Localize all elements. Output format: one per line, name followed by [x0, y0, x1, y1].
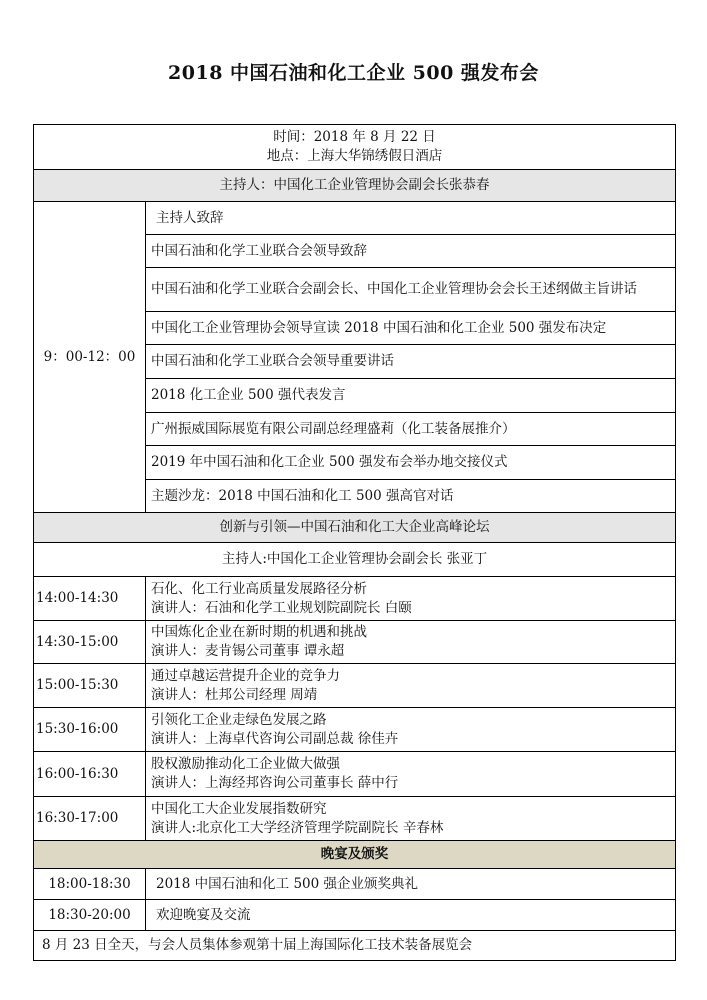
info-row — [34, 125, 676, 170]
forum-talk-row — [34, 797, 676, 841]
forum-host-row — [34, 543, 676, 577]
evening-item: 欢迎晚宴及交流 — [146, 900, 676, 931]
forum-talk-row — [34, 621, 676, 664]
evening-title: 晚宴及颁奖 — [34, 841, 676, 869]
morning-host-row — [34, 170, 676, 202]
talk-topic: 中国化工大企业发展指数研究 — [151, 800, 327, 817]
forum-title: 创新与引领—中国石油和化工大企业高峰论坛 — [34, 513, 676, 543]
forum-talk-row — [34, 752, 676, 797]
talk-time: 16:00-16:30 — [34, 752, 146, 797]
footer-row — [34, 931, 676, 961]
morning-item: 中国石油和化学工业联合会领导致辞 — [146, 235, 676, 268]
evening-item: 2018 中国石油和化工 500 强企业颁奖典礼 — [146, 869, 676, 900]
talk-speaker: 演讲人：麦肯锡公司董事 谭永超 — [151, 643, 345, 659]
forum-title-row — [34, 513, 676, 543]
morning-item: 中国石油和化学工业联合会副会长、中国化工企业管理协会会长王述纲做主旨讲话 — [146, 268, 676, 312]
forum-host: 主持人:中国化工企业管理协会副会长 张亚丁 — [34, 543, 676, 577]
footer-note: 8 月 23 日全天，与会人员集体参观第十届上海国际化工技术装备展览会 — [34, 931, 676, 961]
talk-topic: 中国炼化企业在新时期的机遇和挑战 — [151, 624, 367, 640]
morning-item: 广州振威国际展览有限公司副总经理盛莉（化工装备展推介） — [146, 413, 676, 446]
forum-talk-row — [34, 577, 676, 621]
talk-topic: 石化、化工行业高质量发展路径分析 — [151, 580, 367, 597]
morning-item-row — [34, 202, 676, 235]
talk-time: 15:00-15:30 — [34, 664, 146, 708]
info-cell — [34, 125, 676, 170]
talk-cell — [146, 664, 676, 708]
talk-cell — [146, 708, 676, 752]
event-time: 时间：2018 年 8 月 22 日 — [273, 129, 436, 145]
forum-talk-row — [34, 708, 676, 752]
evening-time: 18:30-20:00 — [34, 900, 146, 931]
evening-time: 18:00-18:30 — [34, 869, 146, 900]
evening-title-row — [34, 841, 676, 869]
morning-item: 中国石油和化学工业联合会领导重要讲话 — [146, 345, 676, 379]
talk-cell — [146, 752, 676, 797]
talk-topic: 引领化工企业走绿色发展之路 — [151, 711, 327, 728]
morning-time: 9：00-12：00 — [34, 202, 146, 513]
agenda-table — [33, 124, 676, 961]
talk-topic: 通过卓越运营提升企业的竞争力 — [151, 667, 340, 684]
talk-time: 15:30-16:00 — [34, 708, 146, 752]
evening-item-row — [34, 869, 676, 900]
talk-time: 16:30-17:00 — [34, 797, 146, 841]
talk-speaker: 演讲人：上海卓代咨询公司副总裁 徐佳卉 — [151, 730, 399, 747]
morning-item: 主题沙龙：2018 中国石油和化工 500 强高官对话 — [146, 480, 676, 513]
talk-speaker: 演讲人:北京化工大学经济管理学院副院长 辛春林 — [151, 819, 444, 836]
morning-item: 中国化工企业管理协会领导宣读 2018 中国石油和化工企业 500 强发布决定 — [146, 312, 676, 345]
morning-item: 主持人致辞 — [146, 202, 676, 235]
talk-cell — [146, 577, 676, 621]
talk-speaker: 演讲人：上海经邦咨询公司董事长 薛中行 — [151, 775, 399, 791]
talk-cell — [146, 621, 676, 664]
event-place: 地点：上海大华锦绣假日酒店 — [266, 148, 443, 164]
evening-item-row — [34, 900, 676, 931]
talk-topic: 股权激励推动化工企业做大做强 — [151, 756, 340, 772]
morning-item: 2018 化工企业 500 强代表发言 — [146, 379, 676, 413]
morning-item: 2019 年中国石油和化工企业 500 强发布会举办地交接仪式 — [146, 446, 676, 480]
talk-speaker: 演讲人：石油和化学工业规划院副院长 白颐 — [151, 599, 412, 616]
talk-cell — [146, 797, 676, 841]
morning-host: 主持人：中国化工企业管理协会副会长张恭春 — [34, 170, 676, 202]
forum-talk-row — [34, 664, 676, 708]
talk-speaker: 演讲人：杜邦公司经理 周靖 — [151, 686, 318, 703]
page-title: 2018 中国石油和化工企业 500 强发布会 — [168, 62, 539, 84]
talk-time: 14:00-14:30 — [34, 577, 146, 621]
talk-time: 14:30-15:00 — [34, 621, 146, 664]
